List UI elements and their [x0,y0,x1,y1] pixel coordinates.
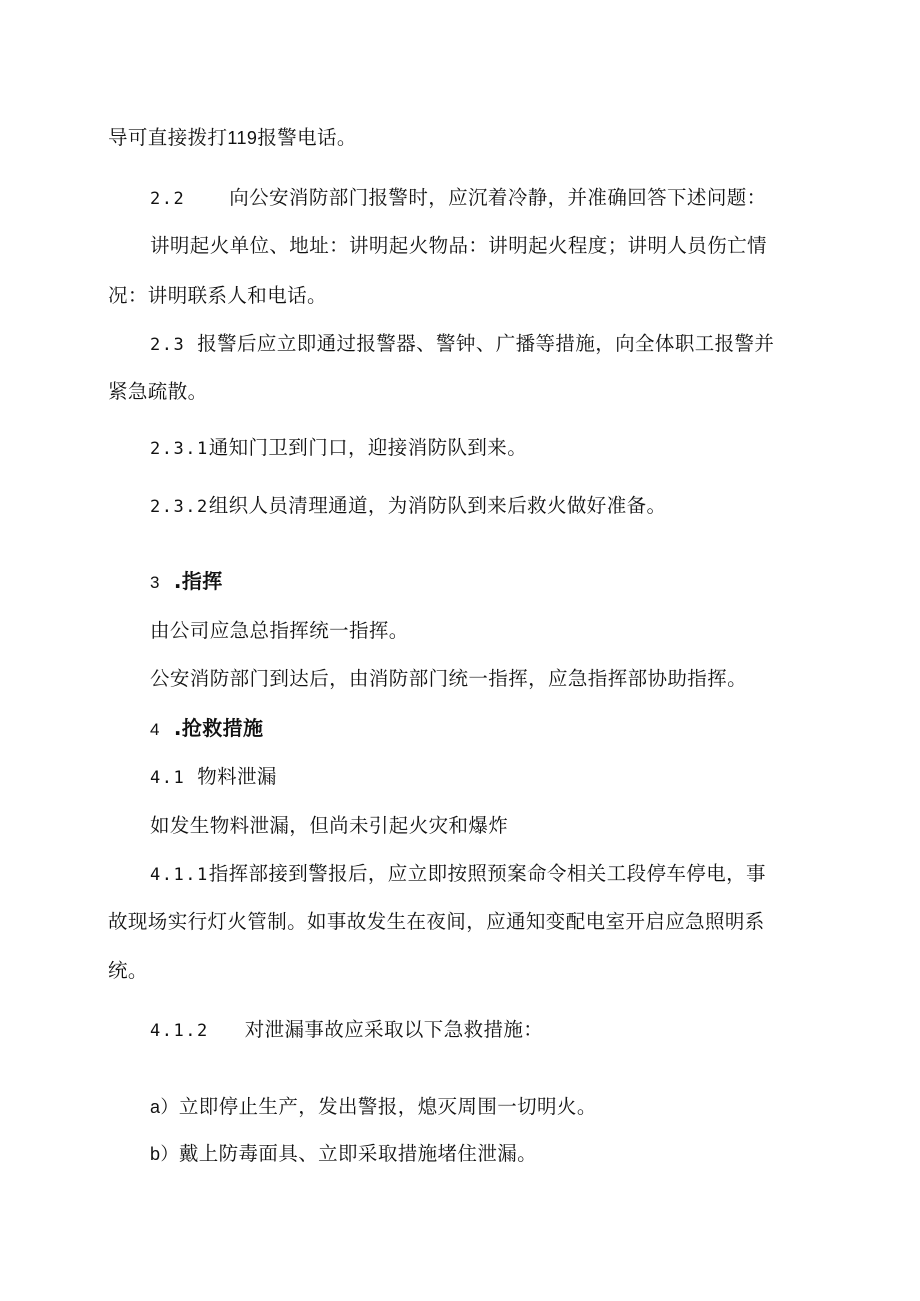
section-text: 向公安消防部门报警时，应沉着冷静，并准确回答下述问题： [229,186,767,209]
list-marker: b） [150,1144,179,1164]
section-text: 指挥部接到警报后，应立即按照预案命令相关工段停车停电，事 [208,862,766,885]
heading-number: 4 [150,720,160,739]
paragraph-line [150,665,747,693]
section-text: 通知门卫到门口，迎接消防队到来。 [208,436,528,459]
heading-text: .抢救措施 [173,716,264,740]
heading-text: .指挥 [173,569,223,593]
text: 故现场实行灯火管制。如事故发生在夜间，应通知变配电室开启应急照明系 [108,910,765,933]
text: 统。 [108,959,148,982]
text: 况：讲明联系人和电话。 [108,284,327,307]
section-2-2 [150,184,767,213]
section-number: 2.2 [150,189,186,209]
paragraph-line [150,617,409,645]
phone-number: 119 [227,128,258,148]
text: 公安消防部门到达后，由消防部门统一指挥，应急指挥部协助指挥。 [150,667,748,690]
list-text: 立即停止生产，发出警报，熄灭周围一切明火。 [178,1095,597,1118]
heading-number: 3 [150,573,160,592]
list-item-b [150,1140,537,1168]
section-number: 2.3.1 [150,439,209,459]
section-number: 2.3 [150,335,186,355]
section-text: 对泄漏事故应采取以下急救措施： [244,1018,544,1041]
text: 报警电话。 [257,126,357,149]
list-item-a [150,1093,597,1121]
section-4-1 [150,763,277,792]
paragraph-line [108,282,327,310]
list-text: 戴上防毒面具、立即采取措施堵住泄漏。 [178,1142,538,1165]
section-4-1-2 [150,1016,543,1045]
heading-3 [150,567,223,597]
paragraph-line [108,124,357,152]
paragraph-line [108,957,148,985]
text: 由公司应急总指挥统一指挥。 [150,619,409,642]
section-text: 报警后应立即通过报警器、警钟、广播等措施，向全体职工报警并 [197,332,775,355]
section-number: 4.1.1 [150,865,209,885]
section-text: 物料泄漏 [197,765,277,788]
section-2-3 [150,330,774,359]
paragraph-line [108,378,208,406]
text: 讲明起火单位、地址：讲明起火物品：讲明起火程度；讲明人员伤亡情 [150,234,767,257]
list-marker: a） [150,1097,179,1117]
paragraph-line [108,908,765,936]
section-text: 组织人员清理通道，为消防队到来后救火做好准备。 [208,494,667,517]
text: 导可直接拨打 [108,126,228,149]
paragraph-line [150,812,508,840]
section-number: 2.3.2 [150,497,209,517]
section-2-3-2 [150,492,666,521]
text: 紧急疏散。 [108,380,208,403]
paragraph-line [150,232,767,260]
section-number: 4.1 [150,768,186,788]
text: 如发生物料泄漏，但尚未引起火灾和爆炸 [150,814,509,837]
section-number: 4.1.2 [150,1021,209,1041]
heading-4 [150,714,263,744]
section-4-1-1 [150,860,766,889]
section-2-3-1 [150,434,527,463]
